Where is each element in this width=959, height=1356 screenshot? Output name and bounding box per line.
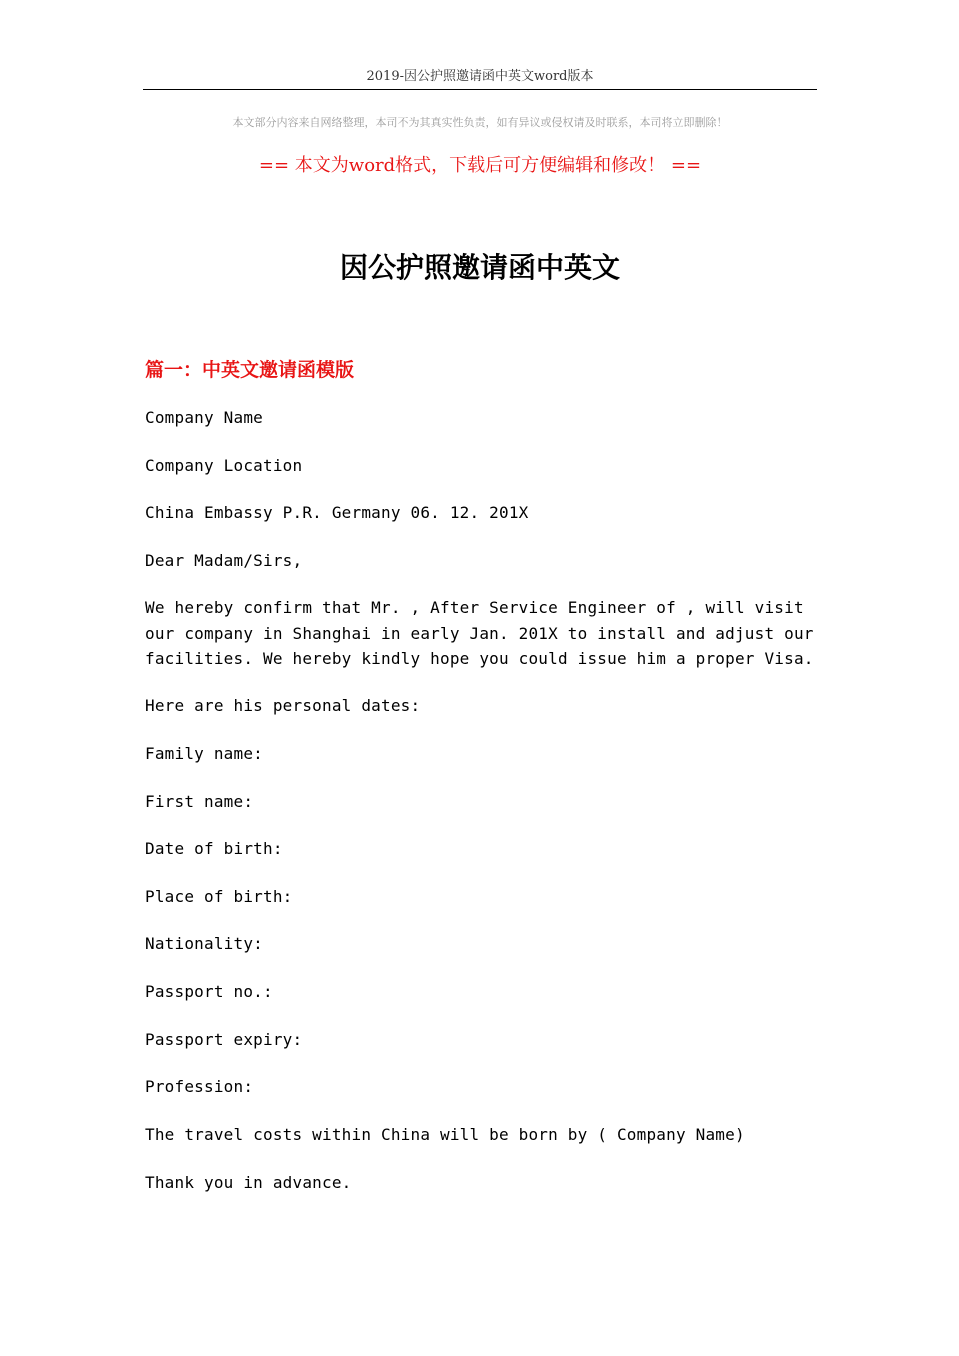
- first-name-field: First name:: [145, 792, 254, 811]
- company-location-line: Company Location: [145, 456, 303, 475]
- closing-thanks: Thank you in advance.: [145, 1173, 352, 1192]
- company-name-line: Company Name: [145, 408, 263, 427]
- travel-costs-line: The travel costs within China will be born by ( Company Name): [145, 1125, 745, 1144]
- salutation: Dear Madam/Sirs,: [145, 551, 303, 570]
- nationality-field: Nationality:: [145, 934, 263, 953]
- profession-field: Profession:: [145, 1077, 254, 1096]
- personal-dates-intro: Here are his personal dates:: [145, 696, 421, 715]
- running-header: 2019-因公护照邀请函中英文word版本: [366, 69, 594, 84]
- passport-expiry-field: Passport expiry:: [145, 1030, 303, 1049]
- place-of-birth-field: Place of birth:: [145, 887, 293, 906]
- passport-number-field: Passport no.:: [145, 982, 273, 1001]
- document-title: 因公护照邀请函中英文: [339, 251, 620, 284]
- disclaimer-text: 本文部分内容来自网络整理，本司不为其真实性负责，如有异议或侵权请及时联系，本司将立即删除！: [232, 116, 728, 129]
- header-divider: [143, 89, 817, 90]
- embassy-date-line: China Embassy P.R. Germany 06. 12. 201X: [145, 503, 529, 522]
- date-of-birth-field: Date of birth:: [145, 839, 283, 858]
- section-heading: 篇一：中英文邀请函模版: [145, 359, 355, 381]
- confirmation-paragraph: We hereby confirm that Mr. , After Service Engineer of , will visit our company in Shanghai in early Jan. 201X to install and adjust our facilities. We hereby kindly hope you could issue him a proper Visa.: [145, 598, 814, 668]
- editable-notice: == 本文为word格式，下载后可方便编辑和修改！ ==: [258, 155, 702, 176]
- family-name-field: Family name:: [145, 744, 263, 763]
